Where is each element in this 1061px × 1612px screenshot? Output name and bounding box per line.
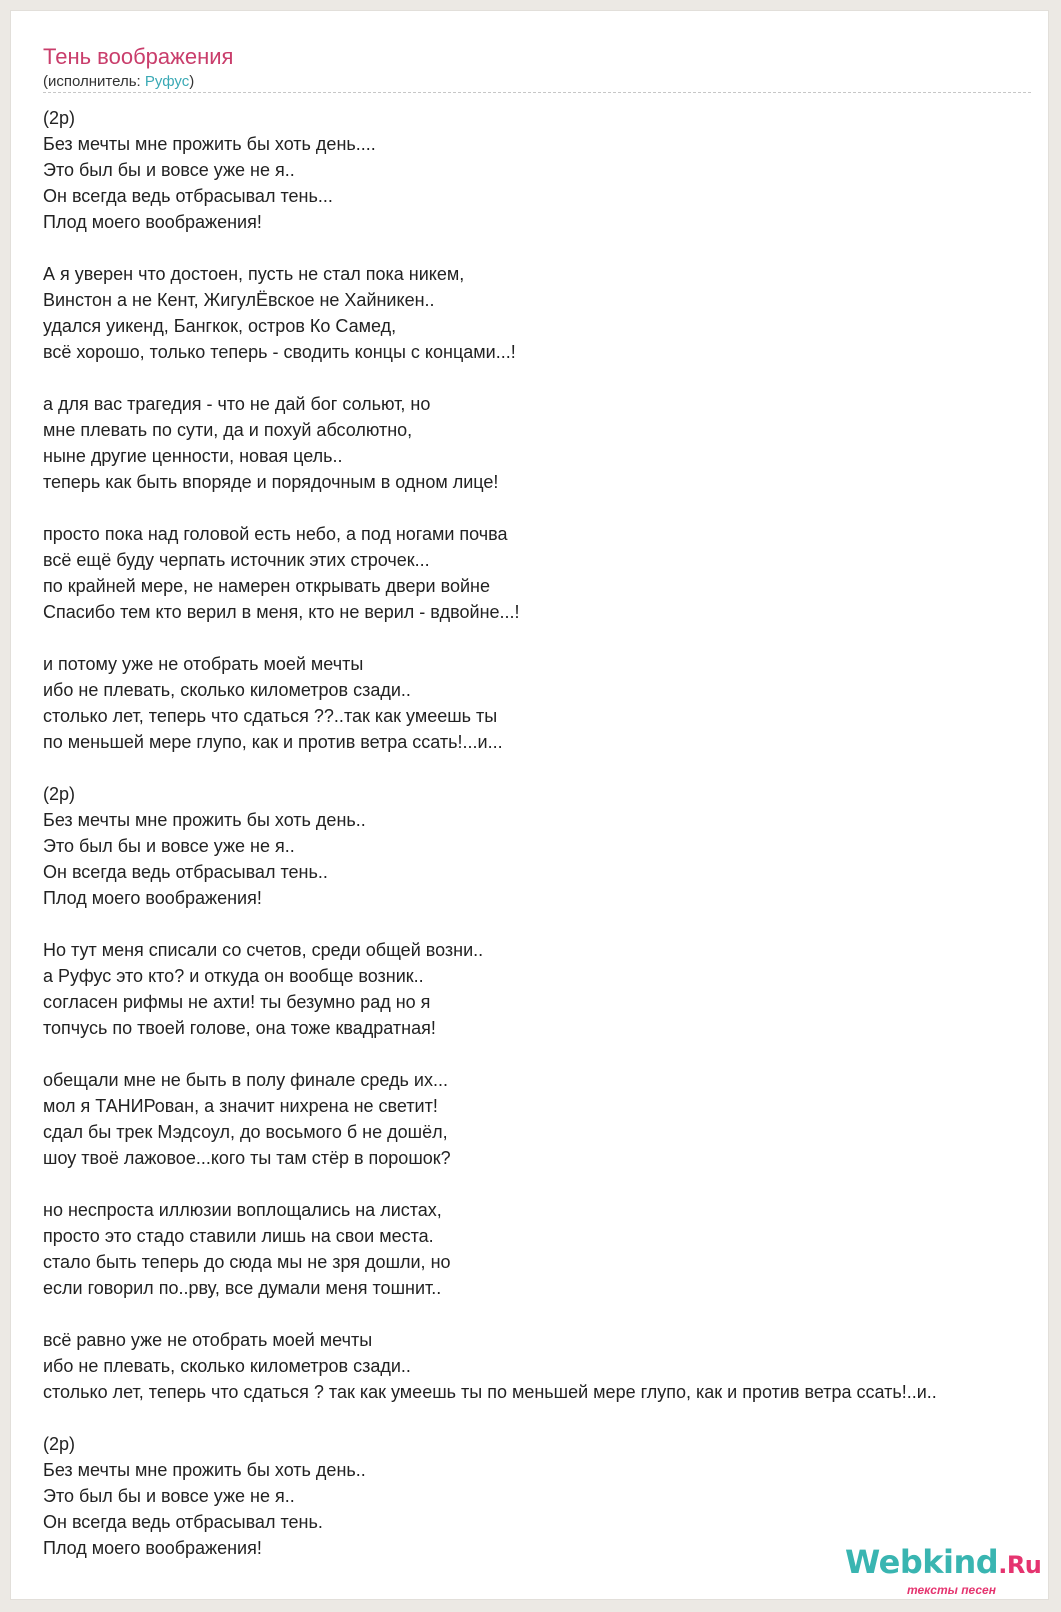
lyric-line: всё равно уже не отобрать моей мечты	[43, 1330, 373, 1350]
lyric-line: по меньшей мере глупо, как и против ветра ссать!...и...	[43, 732, 503, 752]
lyric-line: (2р)	[43, 108, 76, 128]
lyric-line: Он всегда ведь отбрасывал тень..	[43, 862, 328, 882]
lyric-line: всё хорошо, только теперь - сводить концы с концами...!	[43, 342, 516, 362]
lyric-line: А я уверен что достоен, пусть не стал пока никем,	[43, 264, 465, 284]
lyric-line: Плод моего воображения!	[43, 1538, 262, 1558]
lyric-line: Без мечты мне прожить бы хоть день..	[43, 1460, 366, 1480]
lyric-line: Без мечты мне прожить бы хоть день....	[43, 134, 376, 154]
lyric-line: Он всегда ведь отбрасывал тень.	[43, 1512, 323, 1532]
song-title: Тень воображения	[43, 44, 234, 69]
lyric-line: Спасибо тем кто верил в меня, кто не верил - вдвойне...!	[43, 602, 520, 622]
stanza-break	[43, 755, 1049, 781]
lyric-line: просто это стадо ставили лишь на свои места.	[43, 1226, 434, 1246]
title-divider	[43, 92, 1031, 93]
lyric-line: Без мечты мне прожить бы хоть день..	[43, 810, 366, 830]
lyric-line: по крайней мере, не намерен открывать двери войне	[43, 576, 490, 596]
lyric-line: Он всегда ведь отбрасывал тень...	[43, 186, 333, 206]
lyric-line: Но тут меня списали со счетов, среди общей возни..	[43, 940, 484, 960]
lyric-line: согласен рифмы не ахти! ты безумно рад но я	[43, 992, 431, 1012]
lyric-line: Плод моего воображения!	[43, 888, 262, 908]
stanza-break	[43, 235, 1049, 261]
logo-tld: .Ru	[998, 1551, 1042, 1579]
artist-link[interactable]: Руфус	[144, 73, 190, 90]
lyric-line: топчусь по твоей голове, она тоже квадратная!	[43, 1018, 436, 1038]
lyric-line: Это был бы и вовсе уже не я..	[43, 1486, 295, 1506]
stanza-break	[43, 365, 1049, 391]
lyric-line: удался уикенд, Бангкок, остров Ко Самед,	[43, 316, 397, 336]
lyric-line: а Руфус это кто? и откуда он вообще возник..	[43, 966, 424, 986]
lyric-line: обещали мне не быть в полу финале средь их...	[43, 1070, 448, 1090]
stanza-break	[43, 1041, 1049, 1067]
lyric-line: а для вас трагедия - что не дай бог сольют, но	[43, 394, 431, 414]
logo-tagline: тексты песен	[907, 1583, 996, 1597]
lyric-line: ныне другие ценности, новая цель..	[43, 446, 343, 466]
lyric-line: мол я ТАНИРован, а значит нихрена не светит!	[43, 1096, 438, 1116]
lyric-line: сдал бы трек Мэдсоул, до восьмого б не дошёл,	[43, 1122, 448, 1142]
lyric-line: если говорил по..рву, все думали меня тошнит..	[43, 1278, 442, 1298]
lyric-line: ибо не плевать, сколько километров сзади..	[43, 1356, 411, 1376]
lyric-line: шоу твоё лажовое...кого ты там стёр в порошок?	[43, 1148, 451, 1168]
logo-brand-name: Webkind	[845, 1543, 999, 1581]
artist-byline	[43, 73, 194, 90]
lyric-line: Это был бы и вовсе уже не я..	[43, 836, 295, 856]
logo-brand	[845, 1543, 1041, 1581]
lyric-line: Винстон а не Кент, ЖигулЁвское не Хайникен..	[43, 290, 435, 310]
lyric-line: столько лет, теперь что сдаться ??..так как умеешь ты	[43, 706, 498, 726]
site-logo	[845, 1543, 1045, 1599]
lyric-line: теперь как быть впоряде и порядочным в одном лице!	[43, 472, 499, 492]
lyrics-text	[43, 105, 1049, 1561]
lyric-line: но неспроста иллюзии воплощались на листах,	[43, 1200, 442, 1220]
lyric-line: Это был бы и вовсе уже не я..	[43, 160, 295, 180]
stanza-break	[43, 625, 1049, 651]
stanza-break	[43, 495, 1049, 521]
stanza-break	[43, 1405, 1049, 1431]
lyric-line: столько лет, теперь что сдаться ? так как умеешь ты по меньшей мере глупо, как и против ветра ссать!..и..	[43, 1382, 937, 1402]
lyric-line: Плод моего воображения!	[43, 212, 262, 232]
lyric-line: стало быть теперь до сюда мы не зря дошли, но	[43, 1252, 451, 1272]
stanza-break	[43, 1171, 1049, 1197]
lyric-line: и потому уже не отобрать моей мечты	[43, 654, 364, 674]
artist-suffix: )	[189, 73, 195, 90]
lyric-line: мне плевать по сути, да и похуй абсолютно,	[43, 420, 413, 440]
lyric-line: просто пока над головой есть небо, а под ногами почва	[43, 524, 508, 544]
lyric-line: (2р)	[43, 784, 76, 804]
lyric-line: всё ещё буду черпать источник этих строчек...	[43, 550, 430, 570]
stanza-break	[43, 1301, 1049, 1327]
artist-prefix: (исполнитель:	[43, 73, 145, 90]
lyric-line: (2р)	[43, 1434, 76, 1454]
lyrics-card	[10, 10, 1049, 1600]
stanza-break	[43, 911, 1049, 937]
lyric-line: ибо не плевать, сколько километров сзади..	[43, 680, 411, 700]
